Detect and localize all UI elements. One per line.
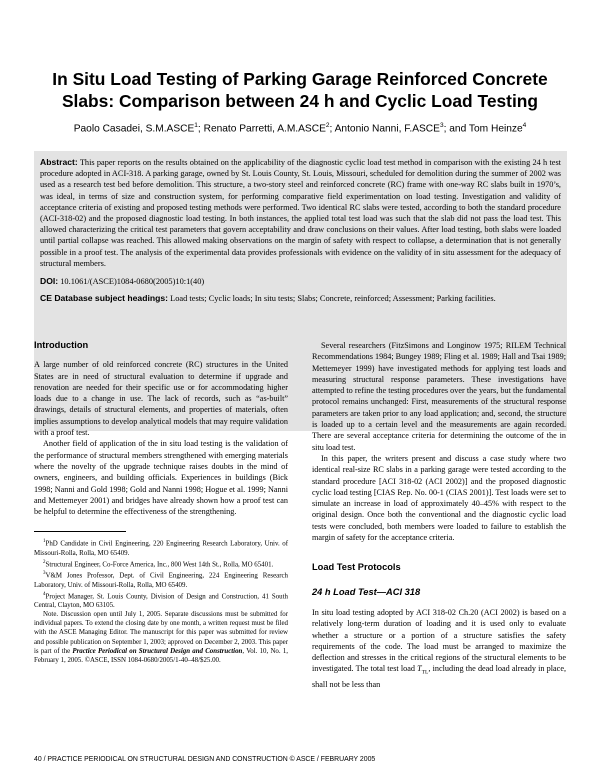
- title-line-2: Slabs: Comparison between 24 h and Cyclic Load Testing: [61, 91, 539, 111]
- right-paragraph-2: In this paper, the writers present and discuss a case study where two identical real-size RC slabs in a parking garage were tested according to the standard procedure [ACI 318-02 (ACI 2002)] and the proposed diagnostic cyclic load testing [CIAS Rep. No. 00-1 (CIAS 2001)]. Test loads were set to simulate an increase in load of approximately 40–45% with respect to the original design. Once both the conventional and the diagnostic cyclic load tests were concluded, both members were loaded to failure to establish the margin of safety for the acceptance criteria.: [312, 453, 566, 543]
- paper-title: [20, 68, 580, 112]
- footnote-1-mark: 1: [43, 539, 46, 545]
- author-1-mark: 1: [194, 122, 198, 129]
- author-2-mark: 2: [325, 122, 330, 129]
- 24h-load-test-subheading: 24 h Load Test—ACI 318: [312, 586, 421, 597]
- author-4: ; and Tom Heinze: [443, 123, 523, 135]
- footnote-2-mark: 2: [43, 559, 46, 565]
- keywords-value: Load tests; Cyclic loads; In situ tests; Slabs; Concrete, reinforced; Assessment; Parking facilities.: [170, 294, 496, 304]
- p3-text-b: , including the dead load already in place, shall not be less than: [312, 664, 566, 690]
- right-column: [312, 340, 566, 691]
- footnote-3: [34, 569, 288, 589]
- footnote-1: [34, 537, 288, 557]
- author-3-mark: 3: [439, 122, 444, 129]
- author-list: [20, 119, 580, 135]
- introduction-heading: Introduction: [34, 340, 89, 350]
- subject-headings: [40, 293, 561, 304]
- abstract-text: This paper reports on the results obtained on the applicability of the diagnostic cyclic load test method in comparison with the existing 24 h test procedure adopted in ACI-318. A parking garage, owned by St. Louis County, St. Louis, Missouri, scheduled for demolition during the summer of 2002 was used as a research test bed before demolition. This structure, a two-story steel and reinforced concrete (RC) frame with one-way RC slabs built in 1970’s, was ideal, in terms of size and construction system, for performing comparative field experimentation on load testing. Investigation and validity of acceptance criteria of existing and proposed testing methods were performed. Two identical RC slabs were tested, according to both the standard procedure (ACI-318-02) and the proposed diagnostic load testing. In both instances, the applied total test load was such that the slab did not pass the load test. This allowed characterizing the critical test parameters that govern acceptability and draw conclusions on their values. After load testing, both slabs were loaded until partial collapse was reached. This allowed making observations on the margin of safety with respect to collapse, a determination that is not generally possible in a proof test. The analysis of the experimental data provides professionals with evidence on the validity of in situ assessment for the adequacy of structural members.: [40, 158, 561, 268]
- intro-paragraph-2: Another field of application of the in situ load testing is the validation of the performance of structural members strengthened with emerging materials where the novelty of the upgrade technique raises doubts in the mind of owners, engineers, and building officials. Experiences in buildings (Bick 1998; Nanni and Gold 1998; Gold and Nanni 1998; Hogue et al. 1999; Nanni and Mettemeyer 2001) and bridges have already shown how a proof test can be helpful to determine the effectiveness of the strengthening.: [34, 439, 288, 517]
- doi-line: [40, 276, 561, 286]
- keywords-label: CE Database subject headings:: [40, 293, 168, 304]
- total-test-load-subscript: TL: [421, 670, 429, 677]
- page-footer: 40 / PRACTICE PERIODICAL ON STRUCTURAL DESIGN AND CONSTRUCTION © ASCE / FEBRUARY 2005: [34, 756, 376, 763]
- intro-paragraph-1: A large number of old reinforced concrete (RC) structures in the United States are in need of structural evaluation to determine if upgrade and renovation are needed for their specific use or for accommodating higher loads due to a change in use. The lack of records, such as “as-built” drawings, details of structural elements, and properties of materials, often implies assumptions to develop analytical models that may require validation with a proof test.: [34, 360, 288, 438]
- total-test-load-symbol: T: [417, 664, 422, 674]
- author-4-mark: 4: [522, 122, 527, 129]
- abstract-label: Abstract:: [40, 157, 78, 167]
- abstract: [40, 157, 561, 269]
- load-test-protocols-heading: Load Test Protocols: [312, 562, 401, 573]
- author-3: ; Antonio Nanni, F.ASCE: [329, 123, 440, 135]
- footnote-4-text: Project Manager, St. Louis County, Division of Design and Construction, 41 South Central, Clayton, MO 63105.: [34, 593, 288, 610]
- footnote-3-mark: 3: [43, 571, 46, 577]
- footnote-4-mark: 4: [43, 591, 46, 597]
- doi-value: 10.1061/(ASCE)1084-0680(2005)10:1(40): [60, 277, 205, 287]
- right-paragraph-3: [312, 607, 566, 691]
- left-column: [34, 340, 288, 665]
- doi-label: DOI:: [40, 276, 59, 287]
- footnote-3-text: V&M Jones Professor, Dept. of Civil Engineering, 224 Engineering Research Laboratory, Univ. of Missouri-Rolla, Rolla, MO 65409.: [34, 572, 288, 589]
- footnote-1-text: PhD Candidate in Civil Engineering, 220 Engineering Research Laboratory, Univ. of Missouri-Rolla, Rolla, MO 65409.: [34, 540, 288, 557]
- p3-text-a: In situ load testing adopted by ACI 318-02 Ch.20 (ACI 2002) is based on a relatively long-term duration of loading and it is used only to evaluate whether a structure or a portion of a structure satisfies the safety requirements of the code. The load must be arranged to maximize the deflection and stresses in the critical regions of the structural elements to be investigated. The total test load: [312, 607, 566, 674]
- discussion-note: [34, 610, 288, 665]
- footnote-divider: [34, 531, 126, 532]
- journal-name: Practice Periodical on Structural Design and Construction: [72, 647, 243, 655]
- note-text-b: , Vol. 10, No. 1, February 1, 2005. ©ASCE, ISSN 1084-0680/2005/1-40–48/$25.00.: [34, 647, 288, 664]
- author-2: ; Renato Parretti, A.M.ASCE: [197, 123, 326, 135]
- author-1: Paolo Casadei, S.M.ASCE: [73, 123, 195, 135]
- note-text-a: Note. Discussion open until July 1, 2005. Separate discussions must be submitted for individual papers. To extend the closing date by one month, a written request must be filed with the ASCE Managing Editor. The manuscript for this paper was submitted for review and possible publication on September 1, 2003; approved on December 2, 2003. This paper is part of the: [34, 611, 288, 655]
- right-paragraph-1: Several researchers (FitzSimons and Longinow 1975; RILEM Technical Recommendations 1984; Bungey 1989; Fling et al. 1989; Hall and Tsai 1989; Mettemeyer 1999) have investigated methods for applying test loads and measuring structural response parameters. These investigations have attempted to refine the testing procedures over the years, but the fundamental protocol remains unchanged: First, measurements of the structural response parameters are taken prior to any load application; and, second, the structure is loaded up to a certain level and the measurements are again recorded. There are several acceptance criteria for determining the outcome of the in situ load test.: [312, 341, 566, 452]
- footnote-4: [34, 590, 288, 610]
- footnote-2: [34, 558, 288, 569]
- title-line-1: In Situ Load Testing of Parking Garage Reinforced Concrete: [52, 69, 548, 89]
- footnote-2-text: Structural Engineer, Co-Force America, Inc., 800 West 14th St., Rolla, MO 65401.: [45, 561, 274, 569]
